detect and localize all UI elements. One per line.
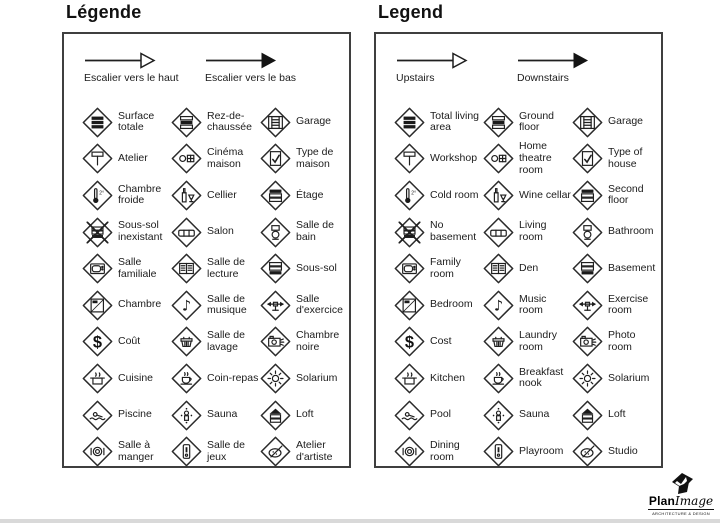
legend-item (82, 141, 171, 178)
legend-item-label: Rez-de-chaussée (207, 109, 252, 134)
dollar-icon (394, 326, 425, 357)
legend-item-label: Exercise room (608, 292, 649, 317)
legend-item-label: Coût (118, 334, 141, 347)
hammer-icon (394, 143, 425, 174)
game-icon (483, 436, 514, 467)
house-check-icon (260, 143, 291, 174)
legend-item (260, 324, 347, 361)
legend-item-label: Dining room (430, 438, 460, 463)
stairs-arrows (84, 52, 345, 94)
upstairs-arrow-icon (396, 52, 468, 69)
projector-icon (171, 143, 202, 174)
legend-item (82, 360, 171, 397)
legend-item (572, 287, 659, 324)
downstairs-arrow-block (205, 52, 308, 94)
legend-item-label: Second floor (608, 182, 644, 207)
legend-item (394, 141, 483, 178)
legend-item-label: Cellier (207, 188, 237, 201)
legend-item-label: Garage (296, 115, 332, 128)
legend-item-label: Breakfast nook (519, 365, 564, 390)
toilet-icon (572, 217, 603, 248)
legend-item-label: Atelier d'artiste (296, 438, 333, 463)
legend-item (82, 324, 171, 361)
camera-icon (572, 326, 603, 357)
downstairs-arrow-icon (205, 52, 277, 69)
legend-item (82, 214, 171, 251)
sun-icon (572, 363, 603, 394)
floor-all-icon (394, 107, 425, 138)
legend-item-label: Étage (296, 188, 324, 201)
legend-item (572, 360, 659, 397)
downstairs-arrow-block (517, 52, 620, 94)
thermometer-icon (394, 180, 425, 211)
legend-sheet (62, 2, 663, 468)
house-check-icon (572, 143, 603, 174)
legend-item (572, 141, 659, 178)
legend-item (572, 324, 659, 361)
legend-item (483, 287, 572, 324)
books-icon (171, 253, 202, 284)
legend-item (572, 397, 659, 434)
legend-item-label: Pool (430, 408, 452, 421)
legend-item (171, 104, 260, 141)
panel-title: Légende (66, 2, 142, 22)
planimage-logo (648, 472, 714, 516)
legend-panel (374, 2, 663, 468)
dollar-icon (82, 326, 113, 357)
legend-item-label: Living room (519, 219, 547, 244)
symbol-grid (394, 104, 657, 470)
legend-item-label: Music room (519, 292, 547, 317)
legend-item (394, 177, 483, 214)
legend-item (260, 250, 347, 287)
dumbbell-icon (572, 290, 603, 321)
pot-icon (82, 363, 113, 394)
panel-title: Legend (378, 2, 444, 22)
cup-icon (171, 363, 202, 394)
upstairs-arrow-label: Escalier vers le haut (84, 72, 179, 84)
legend-item-label: Ground floor (519, 109, 555, 134)
legend-item (171, 324, 260, 361)
floor-bottom-icon (260, 253, 291, 284)
swimmer-icon (82, 400, 113, 431)
floor-bottom-icon (572, 253, 603, 284)
legend-item-label: Family room (430, 255, 461, 280)
legend-item-label: Photo room (608, 329, 636, 353)
legend-item (82, 250, 171, 287)
camera-icon (260, 326, 291, 357)
hammer-icon (82, 143, 113, 174)
music-note-icon (171, 290, 202, 321)
pot-icon (394, 363, 425, 394)
floor-top-icon (572, 180, 603, 211)
game-icon (171, 436, 202, 467)
dumbbell-icon (260, 290, 291, 321)
legend-item-label: Solarium (296, 371, 338, 384)
legend-item-label: Total living area (430, 109, 480, 134)
legend-item (260, 214, 347, 251)
legend-item-label: Wine cellar (519, 188, 571, 201)
legend-item-label: Sous-sol inexistant (118, 219, 163, 244)
upstairs-arrow-block (396, 52, 499, 94)
projector-icon (483, 143, 514, 174)
palette-icon (260, 436, 291, 467)
legend-item (483, 177, 572, 214)
upstairs-arrow-label: Upstairs (396, 72, 435, 84)
downstairs-arrow-label: Escalier vers le bas (205, 72, 297, 84)
legend-item-label: Sous-sol (296, 261, 337, 274)
symbol-grid (82, 104, 345, 470)
legend-item-label: Type of house (608, 146, 643, 170)
legend-item-label: Cuisine (118, 371, 154, 384)
legend-item-label: Bathroom (608, 225, 654, 238)
palette-icon (572, 436, 603, 467)
legend-item (572, 177, 659, 214)
legend-item (260, 104, 347, 141)
sofa-icon (171, 217, 202, 248)
legend-item (171, 177, 260, 214)
toilet-icon (260, 217, 291, 248)
logo-image-text: Image (675, 494, 714, 508)
legend-item (260, 360, 347, 397)
garage-icon (260, 107, 291, 138)
legend-item-label: Chambre (118, 298, 162, 311)
stairs-arrows (396, 52, 657, 94)
wine-icon (483, 180, 514, 211)
legend-item-label: Surface totale (118, 109, 155, 134)
panel-box (62, 32, 351, 468)
legend-item-label: No basement (430, 219, 477, 244)
legend-item (483, 397, 572, 434)
plate-icon (82, 436, 113, 467)
music-note-icon (483, 290, 514, 321)
upstairs-arrow-icon (84, 52, 156, 69)
legend-item (394, 250, 483, 287)
legend-item-label: Den (519, 261, 539, 274)
legend-item-label: Salle de lavage (207, 329, 245, 353)
legend-item (394, 324, 483, 361)
legend-item-label: Salle à manger (118, 438, 154, 463)
books-icon (483, 253, 514, 284)
legend-item (572, 214, 659, 251)
legend-item-label: Piscine (118, 408, 152, 421)
legend-item-label: Salle de lecture (207, 255, 245, 280)
legend-item-label: Salon (207, 225, 234, 238)
downstairs-arrow-label: Downstairs (517, 72, 569, 84)
legend-item (572, 104, 659, 141)
legend-item (260, 177, 347, 214)
sauna-icon (483, 400, 514, 431)
legend-item-label: Salle d'exercice (296, 292, 343, 317)
loft-icon (260, 400, 291, 431)
logo-plan-text: Plan (648, 494, 676, 508)
legend-item-label: Sauna (519, 408, 550, 421)
floor-all-icon (82, 107, 113, 138)
bed-icon (82, 290, 113, 321)
legend-panel (62, 2, 351, 468)
legend-item (483, 360, 572, 397)
plate-icon (394, 436, 425, 467)
downstairs-arrow-icon (517, 52, 589, 69)
legend-item-label: Type de maison (296, 146, 334, 170)
legend-item-label: Home theatre room (519, 140, 552, 176)
loft-icon (572, 400, 603, 431)
legend-item-label: Atelier (118, 152, 148, 165)
legend-item (82, 104, 171, 141)
tv-icon (394, 253, 425, 284)
legend-item-label: Cost (430, 334, 452, 347)
upstairs-arrow-block (84, 52, 187, 94)
legend-item-label: Salle de jeux (207, 438, 245, 463)
legend-item (171, 287, 260, 324)
legend-item (394, 397, 483, 434)
legend-item (260, 433, 347, 470)
legend-item (394, 433, 483, 470)
legend-item-label: Kitchen (430, 371, 466, 384)
washer-icon (483, 326, 514, 357)
legend-item-label: Coin-repas (207, 371, 259, 384)
footer-bar (0, 519, 720, 523)
sofa-icon (483, 217, 514, 248)
legend-item (394, 104, 483, 141)
wine-icon (171, 180, 202, 211)
legend-item (171, 141, 260, 178)
legend-item (394, 214, 483, 251)
legend-item-label: Studio (608, 444, 638, 457)
cup-icon (483, 363, 514, 394)
legend-item (171, 360, 260, 397)
legend-item-label: Salle familiale (118, 255, 157, 280)
legend-item-label: Garage (608, 115, 644, 128)
legend-item (483, 214, 572, 251)
legend-item-label: Workshop (430, 152, 478, 165)
sauna-icon (171, 400, 202, 431)
legend-item (572, 250, 659, 287)
logo-subtitle: ARCHITECTURE & DESIGN (648, 509, 714, 516)
legend-item-label: Chambre noire (296, 329, 340, 353)
legend-item-label: Playroom (519, 444, 564, 457)
legend-item (260, 287, 347, 324)
legend-item (171, 397, 260, 434)
legend-item (483, 104, 572, 141)
legend-item (82, 287, 171, 324)
floor-middle-icon (171, 107, 202, 138)
legend-item (82, 177, 171, 214)
legend-item (82, 397, 171, 434)
no-basement-icon (82, 217, 113, 248)
garage-icon (572, 107, 603, 138)
planimage-logo-text (648, 494, 714, 508)
legend-item-label: Salle de bain (296, 219, 334, 244)
legend-item (572, 433, 659, 470)
planimage-logo-icon (666, 472, 696, 496)
legend-item-label: Loft (296, 408, 314, 421)
legend-item-label: Sauna (207, 408, 238, 421)
legend-item (82, 433, 171, 470)
thermometer-icon (82, 180, 113, 211)
legend-item (171, 214, 260, 251)
legend-item (171, 250, 260, 287)
legend-item-label: Chambre froide (118, 182, 162, 207)
legend-item-label: Loft (608, 408, 626, 421)
swimmer-icon (394, 400, 425, 431)
legend-item-label: Cinéma maison (207, 146, 244, 170)
floor-middle-icon (483, 107, 514, 138)
legend-item (483, 141, 572, 178)
legend-item-label: Bedroom (430, 298, 473, 311)
tv-icon (82, 253, 113, 284)
legend-item-label: Cold room (430, 188, 479, 201)
legend-item-label: Basement (608, 261, 656, 274)
legend-item (260, 397, 347, 434)
legend-item (171, 433, 260, 470)
legend-item-label: Laundry room (519, 329, 557, 353)
legend-item-label: Salle de musique (207, 292, 247, 317)
sun-icon (260, 363, 291, 394)
floor-top-icon (260, 180, 291, 211)
legend-item (483, 433, 572, 470)
bed-icon (394, 290, 425, 321)
legend-item (483, 250, 572, 287)
legend-item (394, 360, 483, 397)
panel-box (374, 32, 663, 468)
no-basement-icon (394, 217, 425, 248)
legend-item (394, 287, 483, 324)
legend-item-label: Solarium (608, 371, 650, 384)
washer-icon (171, 326, 202, 357)
legend-item (260, 141, 347, 178)
legend-item (483, 324, 572, 361)
